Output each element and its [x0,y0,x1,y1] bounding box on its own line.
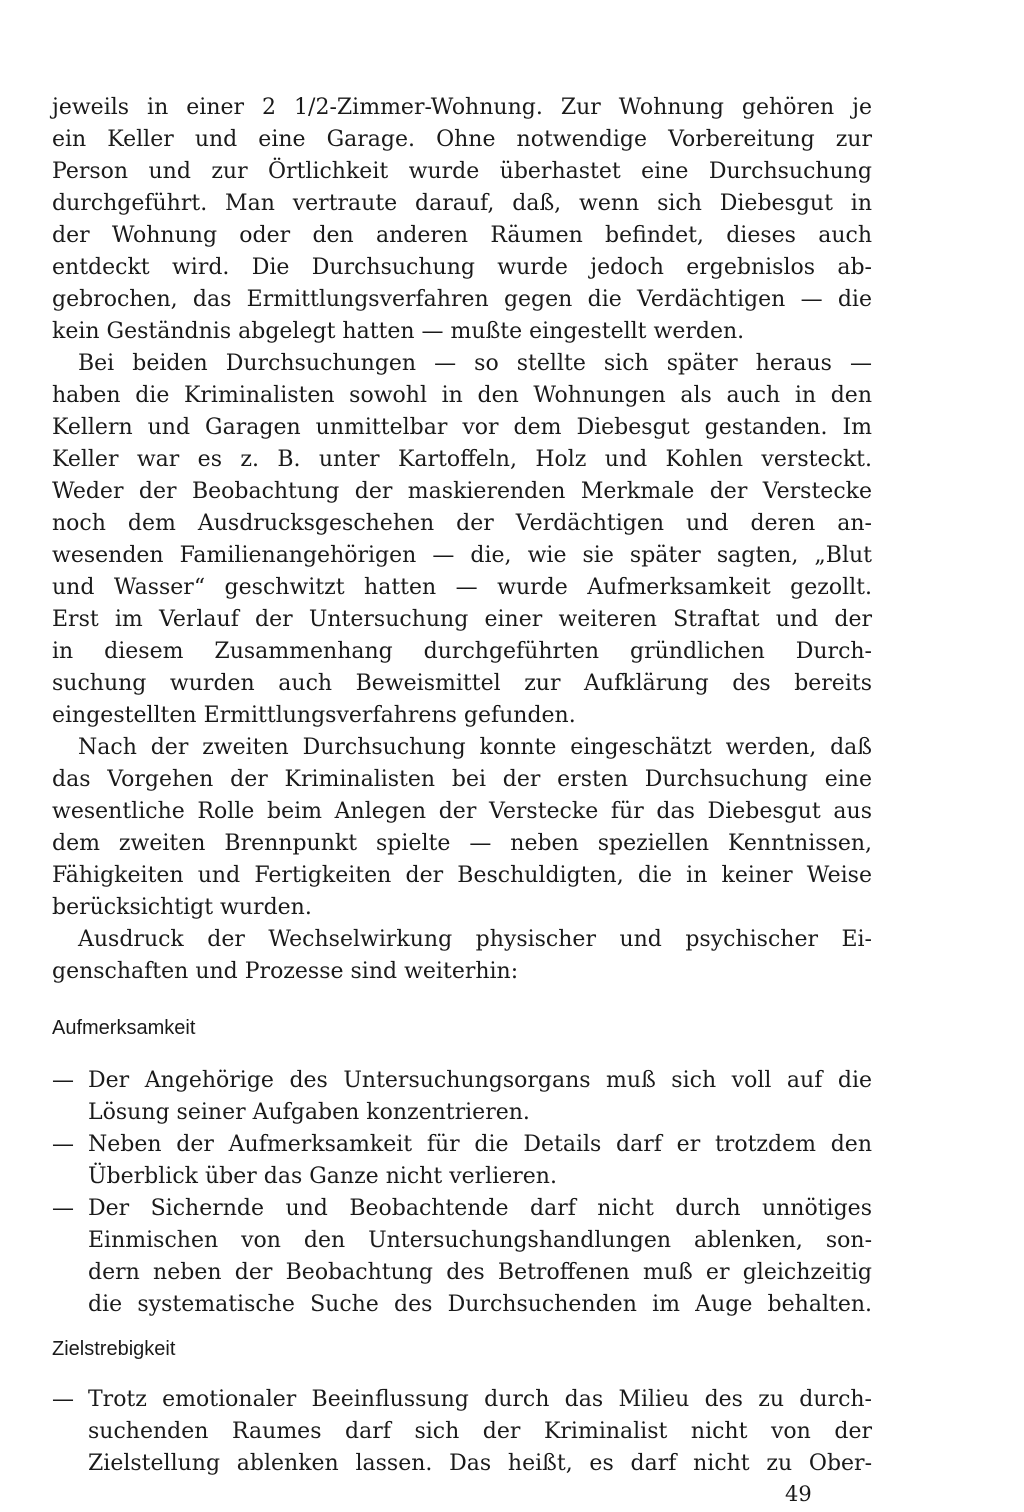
text-line: suchung wurden auch Beweismittel zur Aufklärung des bereits [52,671,872,696]
text-line: Kellern und Garagen unmittelbar vor dem Diebesgut gestanden. Im [52,415,872,440]
document-page [52,0,872,1512]
list-item [52,1384,872,1416]
text-line: Nach der zweiten Durchsuchung konnte eingeschätzt werden, daß [78,735,872,760]
text-line: Lösung seiner Aufgaben konzentrieren. [88,1100,530,1125]
text-line: gebrochen, das Ermittlungsverfahren gegen die Verdächtigen — die [52,287,872,312]
list-item [52,1129,872,1161]
text-line: haben die Kriminalisten sowohl in den Wohnungen als auch in den [52,383,872,408]
text-line: Zielstellung ablenken lassen. Das heißt, es darf nicht zu Ober- [88,1451,872,1476]
page-number: 49 [785,1482,812,1506]
text-line: jeweils in einer 2 1/2-Zimmer-Wohnung. Zur Wohnung gehören je [52,95,872,120]
text-line: Trotz emotionaler Beeinflussung durch das Milieu des zu durch- [88,1387,872,1412]
text-line: das Vorgehen der Kriminalisten bei der ersten Durchsuchung eine [52,767,872,792]
text-line: eingestellten Ermittlungsverfahrens gefunden. [52,703,576,728]
text-line: ein Keller und eine Garage. Ohne notwendige Vorbereitung zur [52,127,872,152]
text-line: kein Geständnis abgelegt hatten — mußte eingestellt werden. [52,319,745,344]
text-line: die systematische Suche des Durchsuchenden im Auge behalten. [88,1292,872,1317]
section-heading-aufmerksamkeit: Aufmerksamkeit [52,1017,196,1039]
text-line: berücksichtigt wurden. [52,895,312,920]
text-line: dem zweiten Brennpunkt spielte — neben speziellen Kenntnissen, [52,831,872,856]
text-line: Der Sichernde und Beobachtende darf nicht durch unnötiges [88,1196,872,1221]
text-line: Neben der Aufmerksamkeit für die Details darf er trotzdem den [88,1132,872,1157]
dash-bullet: — [52,1196,74,1221]
text-line: Einmischen von den Untersuchungshandlungen ablenken, son- [88,1228,872,1253]
text-line: durchgeführt. Man vertraute darauf, daß, wenn sich Diebesgut in [52,191,872,216]
text-line: in diesem Zusammenhang durchgeführten gründlichen Durch- [52,639,872,664]
dash-bullet: — [52,1068,74,1093]
dash-bullet: — [52,1387,74,1412]
text-line: wesenden Familienangehörigen — die, wie sie später sagten, „Blut [52,543,872,568]
text-line: Erst im Verlauf der Untersuchung einer weiteren Straftat und der [52,607,872,632]
text-line: Fähigkeiten und Fertigkeiten der Beschuldigten, die in keiner Weise [52,863,872,888]
text-line: wesentliche Rolle beim Anlegen der Verstecke für das Diebesgut aus [52,799,872,824]
text-line: Ausdruck der Wechselwirkung physischer und psychischer Ei- [78,927,872,952]
text-line: Bei beiden Durchsuchungen — so stellte sich später heraus — [78,351,872,376]
text-line: suchenden Raumes darf sich der Kriminalist nicht von der [88,1419,872,1444]
text-line: noch dem Ausdrucksgeschehen der Verdächtigen und deren an- [52,511,872,536]
text-line: Weder der Beobachtung der maskierenden Merkmale der Verstecke [52,479,872,504]
text-line: Person und zur Örtlichkeit wurde überhastet eine Durchsuchung [52,159,872,184]
text-line: dern neben der Beobachtung des Betroffenen muß er gleichzeitig [88,1260,872,1285]
text-line: genschaften und Prozesse sind weiterhin: [52,959,519,984]
list-item [52,1065,872,1097]
text-line: und Wasser“ geschwitzt hatten — wurde Aufmerksamkeit gezollt. [52,575,872,600]
text-line: Der Angehörige des Untersuchungsorgans muß sich voll auf die [88,1068,872,1093]
text-line: Überblick über das Ganze nicht verlieren. [88,1164,557,1189]
dash-bullet: — [52,1132,74,1157]
text-line: entdeckt wird. Die Durchsuchung wurde jedoch ergebnislos ab- [52,255,872,280]
list-item [52,1193,872,1225]
text-line: Keller war es z. B. unter Kartoffeln, Holz und Kohlen versteckt. [52,447,872,472]
section-heading-zielstrebigkeit: Zielstrebigkeit [52,1338,176,1360]
text-line: der Wohnung oder den anderen Räumen befindet, dieses auch [52,223,872,248]
